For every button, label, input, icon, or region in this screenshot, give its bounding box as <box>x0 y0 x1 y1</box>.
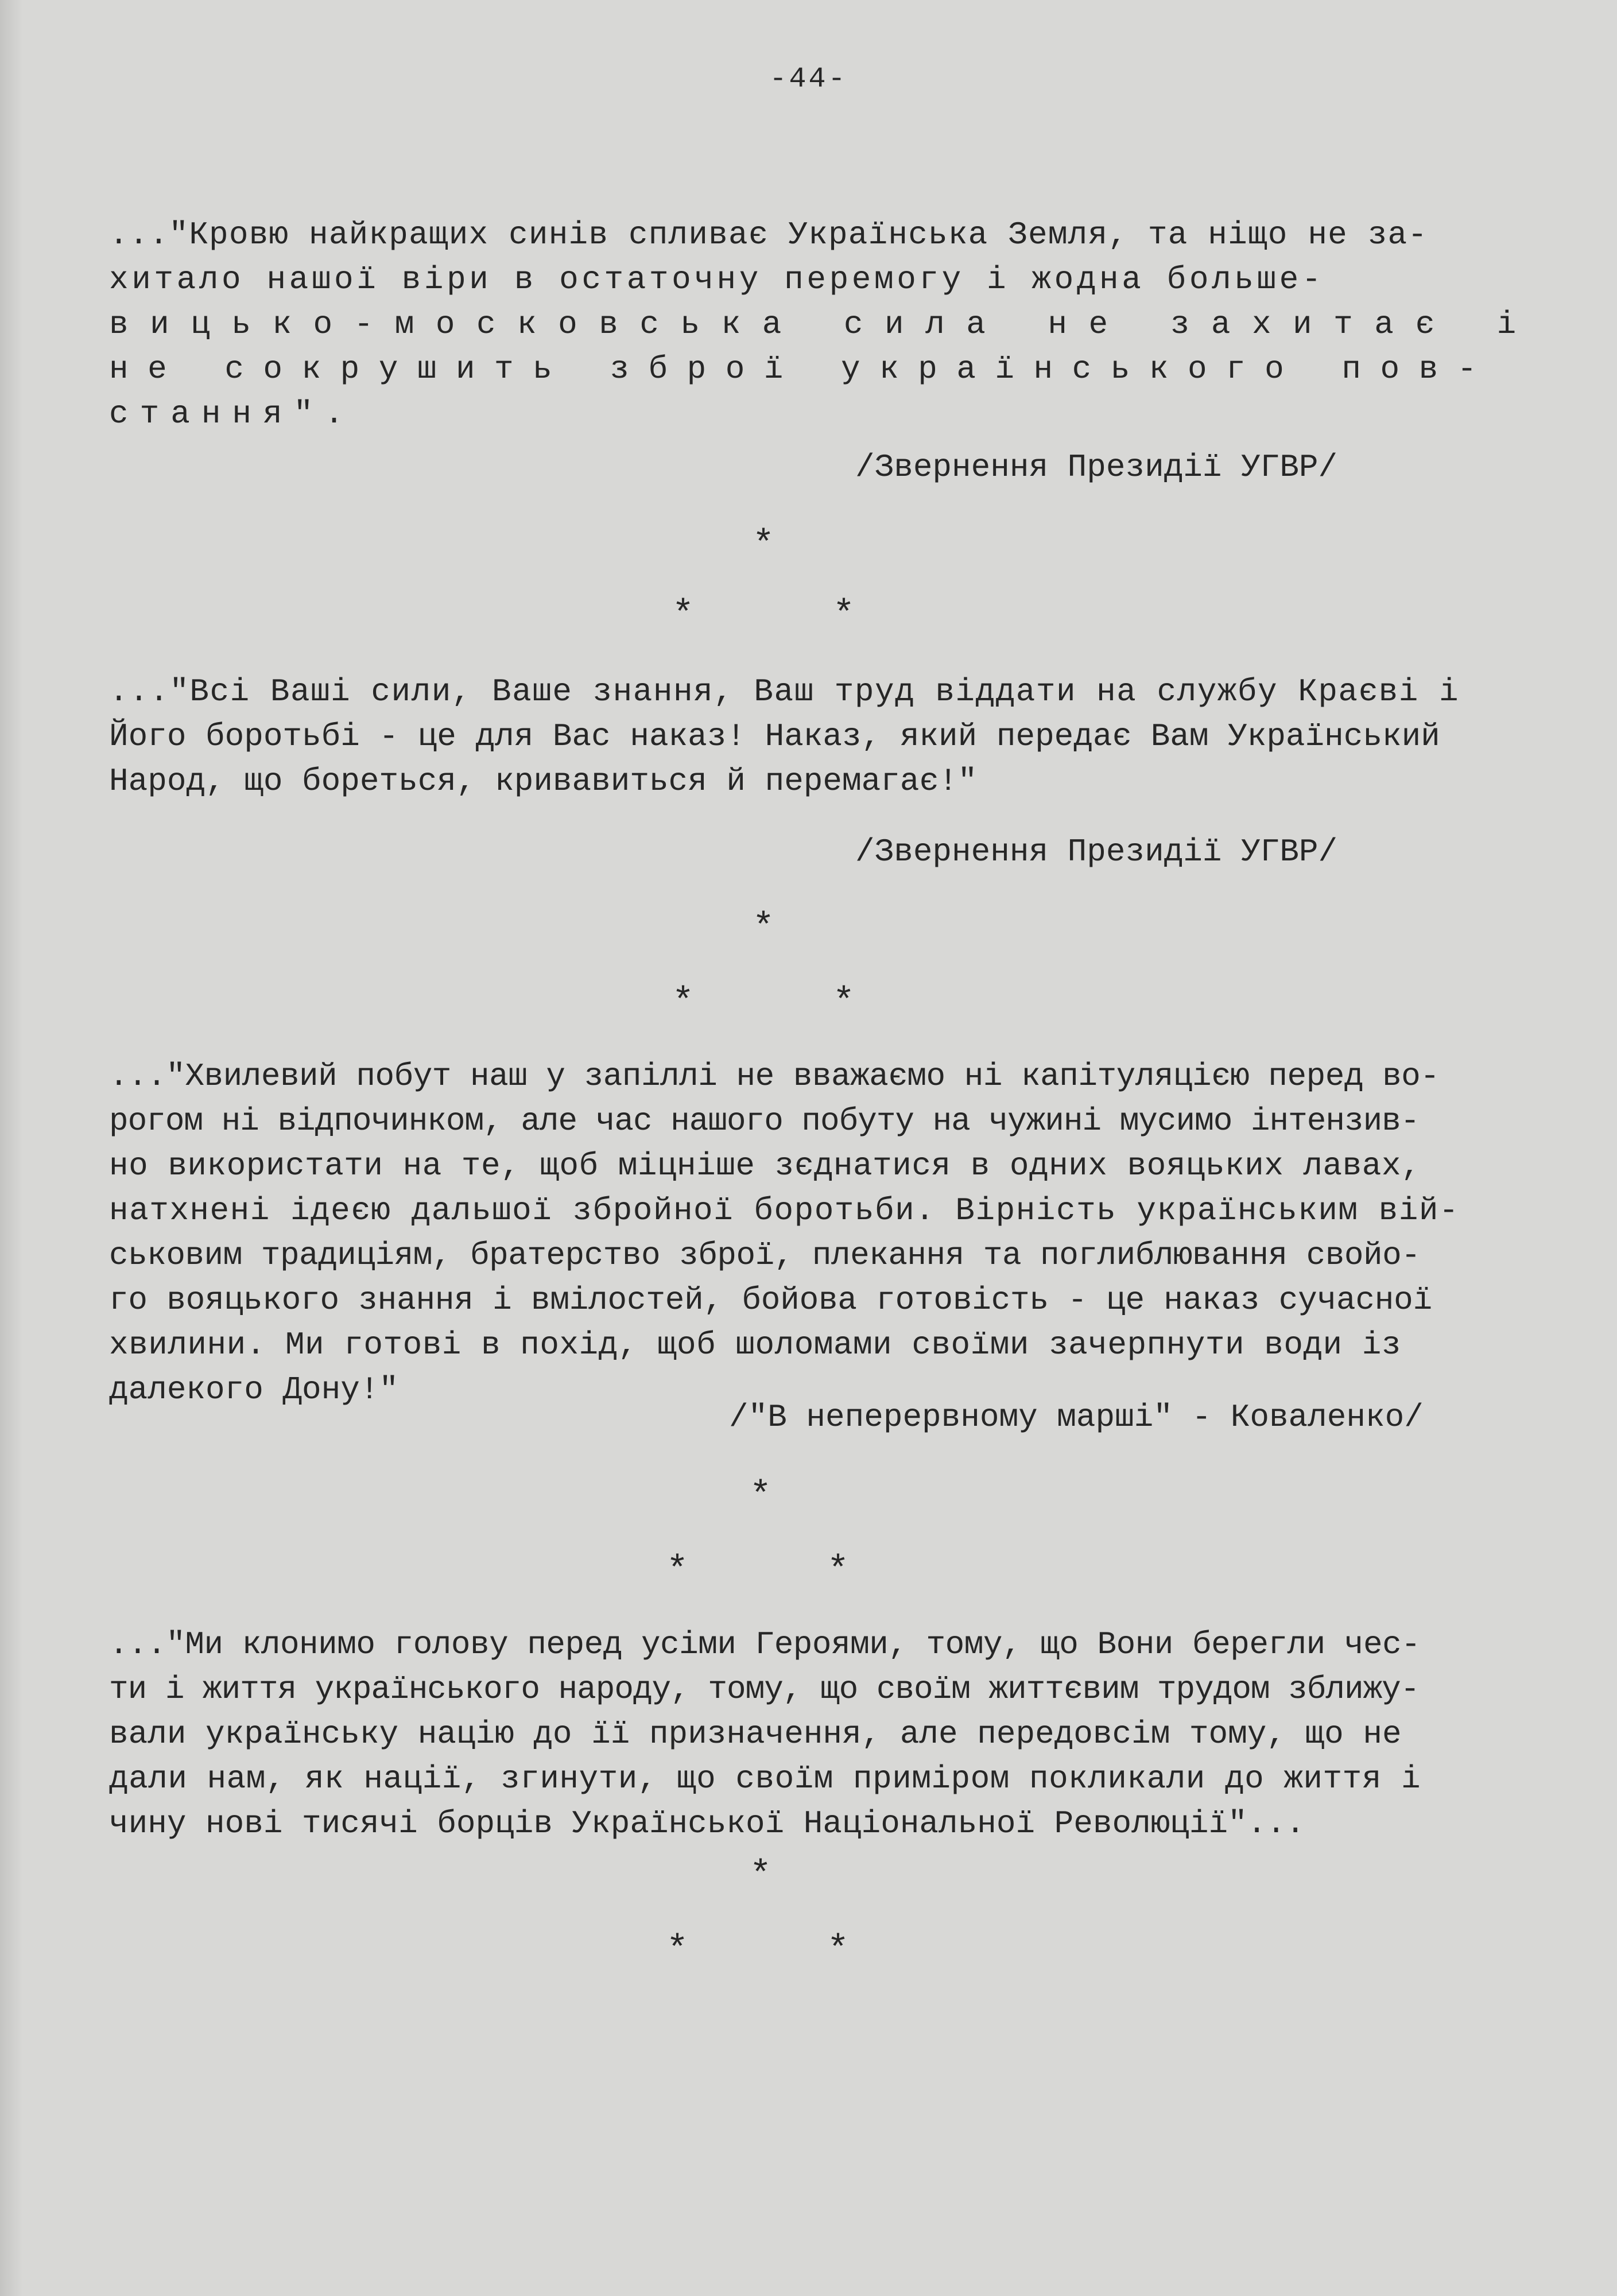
separator-star: * <box>672 595 695 636</box>
separator-star: * <box>749 1855 772 1896</box>
separator-star: * <box>752 525 775 566</box>
separator-star: * <box>752 907 775 949</box>
quote-line: ськовим традиціям, братерство зброї, плекання та поглиблювання свойо- <box>109 1237 1421 1274</box>
separator-star: * <box>666 1930 689 1971</box>
quote-line: ти і життя українського народу, тому, що своїм життєвим трудом зближу- <box>109 1671 1420 1708</box>
quote-paragraph-2 <box>109 669 1527 804</box>
separator-star: * <box>832 982 855 1023</box>
quote-line: рогом ні відпочинком, але час нашого побуту на чужині мусимо інтензив- <box>109 1103 1420 1139</box>
quote-line: ..."Ми клонимо голову перед усіми Героями, тому, що Вони берегли чес- <box>109 1626 1421 1663</box>
quote-line: не сокрушить зброї українського пов- <box>109 351 1496 387</box>
quote-paragraph-3 <box>109 1054 1527 1412</box>
quote-line: но використати на те, щоб міцніше зєднатися в одних вояцьких лавах, <box>109 1147 1421 1184</box>
quote-line: чину нові тисячі борців Української Національної Революції"... <box>109 1805 1305 1842</box>
quote-line: стання". <box>109 395 355 432</box>
quote-paragraph-1 <box>109 212 1538 436</box>
quote-line: вали українську націю до її призначення, але передовсім тому, що не <box>109 1716 1402 1752</box>
separator-star: * <box>832 595 855 636</box>
quote-line: хвилини. Ми готові в похід, щоб шоломами своїми зачерпнути води із <box>109 1327 1401 1363</box>
quote-line: ..."Хвилевий побут наш у запіллі не вважаємо ні капітуляцією перед во- <box>109 1058 1440 1095</box>
separator-star: * <box>749 1476 772 1517</box>
quote-line: далекого Дону!" <box>109 1371 399 1408</box>
quote-line: хитало нашої віри в остаточну перемогу і жодна больше- <box>109 261 1325 298</box>
separator-star: * <box>666 1550 689 1592</box>
quote-line: натхнені ідеєю дальшої збройної боротьби. Вірність українським вій- <box>109 1192 1460 1229</box>
quote-attribution-2: /Звернення Президії УГВР/ <box>855 833 1338 870</box>
quote-line: ..."Кровю найкращих синів спливає Українська Земля, та ніщо не за- <box>109 216 1428 253</box>
quote-line: Народ, що бореться, кривавиться й перемагає!" <box>109 763 978 800</box>
quote-attribution-3: /"В неперервному марші" - Коваленко/ <box>729 1399 1424 1436</box>
quote-line: вицько-московська сила не захитає і <box>109 306 1538 343</box>
quote-line: дали нам, як нації, згинути, що своїм приміром покликали до життя і <box>109 1760 1421 1797</box>
page-edge-shadow <box>0 0 23 2296</box>
separator-star: * <box>827 1550 850 1592</box>
quote-line: Його боротьбі - це для Вас наказ! Наказ, який передає Вам Український <box>109 718 1440 755</box>
page-number: -44- <box>769 63 848 96</box>
quote-line: го вояцького знання і вмілостей, бойова готовість - це наказ сучасної <box>109 1282 1432 1318</box>
separator-star: * <box>672 982 695 1023</box>
quote-line: ..."Всі Ваші сили, Ваше знання, Ваш труд віддати на службу Краєві і <box>109 673 1460 710</box>
quote-attribution-1: /Звернення Президії УГВР/ <box>855 449 1338 486</box>
quote-paragraph-4 <box>109 1622 1527 1846</box>
separator-star: * <box>827 1930 850 1971</box>
